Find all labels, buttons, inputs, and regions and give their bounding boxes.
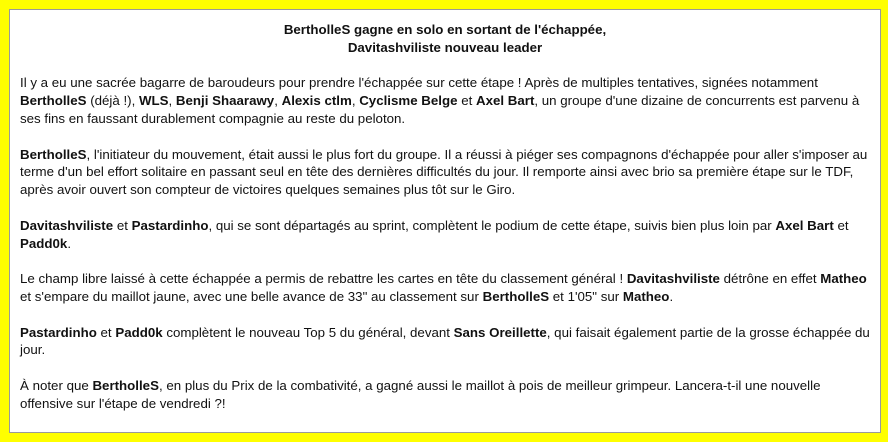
text-run: et [113,217,132,233]
bold-name: Matheo [622,288,670,304]
article-title [20,21,870,57]
bold-name: Pastardinho [131,217,209,233]
paragraph-2 [20,146,870,199]
text-run: et 1'05" sur [549,288,623,304]
text-run: et [96,324,116,340]
text-run: complètent le nouveau Top 5 du général, devant [162,324,454,340]
title-line-2: Davitashviliste nouveau leader [347,39,543,55]
text-run: , [351,93,360,109]
bold-name: Pastardinho [20,324,97,340]
bold-name: Benji Shaarawy [175,93,275,109]
text-run: . [669,288,674,304]
text-run: et [833,217,849,233]
text-run: , [274,93,282,109]
bold-name: Matheo [820,271,867,287]
bold-name: Padd0k [20,235,68,251]
text-run: , un groupe d'une dizaine de concurrents est parvenu à ses fins en faussant durablement compagnie au reste du peloton. [20,93,860,126]
text-run: , qui faisait également partie de la grosse échappée du jour. [20,324,870,358]
text-run: , qui se sont départagés au sprint, complètent le podium de cette étape, suivis bien plus loin par [208,217,776,233]
text-run: Le champ libre laissé à cette échappée a permis de rebattre les cartes en tête du classement général ! [20,271,627,287]
text-run: et [457,93,476,109]
paragraph-3 [20,217,870,253]
text-run: , en plus du Prix de la combativité, a gagné aussi le maillot à pois de meilleur grimpeur. Lancera-t-il une nouvelle offensive sur l'étape de vendredi ?! [20,377,821,411]
text-run: . [67,235,72,251]
paragraph-4 [20,270,870,306]
bold-name: BertholleS [92,377,159,393]
paragraph-6 [20,377,870,413]
text-run: , l'initiateur du mouvement, était aussi le plus fort du groupe. Il a réussi à piéger ses compagnons d'échappée pour aller s'imposer au terme d'un bel effort solitaire en passant seul en tête des dernières difficultés du jour. Il remporte ainsi avec brio sa première étape sur le TDF, après avoir ouvert son compteur de victoires quelques semaines plus tôt sur le Giro. [20,146,868,198]
text-run: et s'empare du maillot jaune, avec une belle avance de 33" au classement sur [20,288,483,304]
bold-name: WLS [138,93,169,109]
article-body [20,74,870,412]
text-run: (déjà !), [86,93,139,109]
paragraph-1 [20,74,870,127]
bold-name: Sans Oreillette [453,324,547,340]
bold-name: BertholleS [20,146,87,162]
bold-name: Alexis ctlm [281,93,352,109]
bold-name: BertholleS [20,93,87,109]
bold-name: Axel Bart [775,217,834,233]
paragraph-5 [20,324,870,360]
text-run: Il y a eu une sacrée bagarre de baroudeurs pour prendre l'échappée sur cette étape ! Après de multiples tentatives, signées notamment [20,75,818,91]
bold-name: Davitashviliste [20,217,114,233]
text-run: À noter que [20,377,93,393]
bold-name: BertholleS [482,288,550,304]
text-run: , [168,93,176,109]
article-page [9,9,881,433]
bold-name: Davitashviliste [626,271,720,287]
title-line-1: BertholleS gagne en solo en sortant de l'échappée, [283,22,607,37]
bold-name: Axel Bart [476,93,535,109]
bold-name: Padd0k [115,324,163,340]
text-run: détrône en effet [719,271,821,287]
bold-name: Cyclisme Belge [359,93,458,109]
